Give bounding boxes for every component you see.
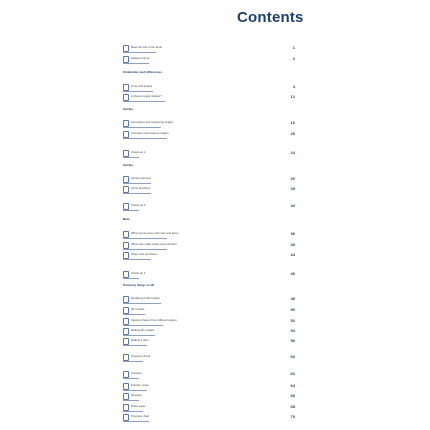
entry-underline: [123, 278, 139, 279]
toc-entry[interactable]: [123, 404, 295, 411]
toc-entry-title: What nets make cubes and cuboids?: [131, 242, 177, 246]
section-heading: Picturing things in 3D: [123, 283, 155, 287]
toc-entry-title: Check-up 2: [131, 203, 146, 207]
toc-entry[interactable]: [123, 231, 295, 238]
toc-entry[interactable]: [123, 203, 295, 210]
page-number: 16: [290, 120, 295, 125]
toc-entry-title: Lines and angles: [131, 84, 153, 88]
checkbox-icon[interactable]: [123, 338, 129, 345]
entry-underline: [123, 127, 161, 128]
entry-underline: [123, 249, 167, 250]
page-number: 2: [292, 56, 295, 61]
page-number: 50: [290, 307, 295, 312]
page-number: 1: [292, 45, 295, 50]
section-heading: Similarities and differences: [123, 70, 163, 74]
toc-entry-title: Models and 3D models: [131, 296, 160, 300]
page-number: 40: [290, 242, 295, 247]
toc-entry[interactable]: [123, 94, 295, 101]
toc-entry[interactable]: [123, 120, 295, 127]
toc-entry[interactable]: [123, 271, 295, 278]
checkbox-icon[interactable]: [123, 371, 129, 378]
checkbox-icon[interactable]: [123, 203, 129, 210]
checkbox-icon[interactable]: [123, 414, 129, 421]
toc-entry-title: Practice notes: [131, 383, 149, 387]
checkbox-icon[interactable]: [123, 242, 129, 249]
page-number: 4: [292, 84, 295, 89]
checkbox-icon[interactable]: [123, 186, 129, 193]
toc-entry[interactable]: [123, 176, 295, 183]
toc-entry-title: Is that an angle rotation?: [131, 94, 162, 98]
checkbox-icon[interactable]: [123, 45, 129, 52]
entry-underline: [123, 259, 151, 260]
toc-entry[interactable]: [123, 242, 295, 249]
toc-entry[interactable]: [123, 318, 295, 325]
entry-underline: [123, 345, 147, 346]
toc-entry[interactable]: [123, 328, 295, 335]
checkbox-icon[interactable]: [123, 84, 129, 91]
page-number: 56: [290, 338, 295, 343]
checkbox-icon[interactable]: [123, 328, 129, 335]
checkbox-icon[interactable]: [123, 404, 129, 411]
checkbox-icon[interactable]: [123, 231, 129, 238]
entry-underline: [123, 390, 147, 391]
entry-underline: [123, 193, 151, 194]
page-number: 64: [290, 383, 295, 388]
toc-entry-title: Viewing shapes from different angles: [131, 318, 177, 322]
checkbox-icon[interactable]: [123, 318, 129, 325]
checkbox-icon[interactable]: [123, 56, 129, 63]
entry-underline: [123, 314, 145, 315]
page-title: Contents: [237, 9, 304, 26]
toc-entry[interactable]: [123, 414, 295, 421]
entry-underline: [123, 303, 161, 304]
entry-underline: [123, 325, 163, 326]
page-number: 46: [290, 271, 295, 276]
toc-entry-title: Shapes and us: [131, 56, 150, 60]
toc-entry-title: Check-up 1: [131, 150, 146, 154]
page-number: 36: [290, 231, 295, 236]
page-number: 68: [290, 404, 295, 409]
toc-entry[interactable]: [123, 131, 295, 138]
entry-underline: [123, 378, 139, 379]
entry-underline: [123, 63, 149, 64]
toc-entry-title: Compare and measure angles: [131, 131, 169, 135]
checkbox-icon[interactable]: [123, 150, 129, 157]
entry-underline: [123, 421, 149, 422]
toc-entry-title: Circles and arcs: [131, 176, 152, 180]
page-number: 12: [290, 94, 295, 99]
checkbox-icon[interactable]: [123, 393, 129, 400]
checkbox-icon[interactable]: [123, 120, 129, 127]
section-heading: Circles: [123, 107, 134, 111]
page-number: 66: [290, 393, 295, 398]
toc-entry-title: Progress chart: [131, 414, 150, 418]
toc-entry[interactable]: [123, 393, 295, 400]
page-number: 54: [290, 328, 295, 333]
toc-entry-title: Glossary: [131, 393, 143, 397]
toc-entry-title: Other nets and faces: [131, 252, 157, 256]
toc-entry[interactable]: [123, 338, 295, 345]
page-number: 34: [290, 203, 295, 208]
toc-entry-title: Progress check: [131, 354, 151, 358]
toc-entry-title: Meet the star of the book: [131, 45, 162, 49]
entry-underline: [123, 361, 143, 362]
page-number: 20: [290, 131, 295, 136]
toc-entry[interactable]: [123, 56, 295, 63]
section-heading: Circles: [123, 163, 134, 167]
toc-entry[interactable]: [123, 383, 295, 390]
toc-entry-title: Making 3D models: [131, 328, 155, 332]
entry-underline: [123, 335, 155, 336]
page-number: 44: [290, 252, 295, 257]
entry-underline: [123, 238, 167, 239]
checkbox-icon[interactable]: [123, 131, 129, 138]
checkbox-icon[interactable]: [123, 252, 129, 259]
toc-entry[interactable]: [123, 252, 295, 259]
toc-entry[interactable]: [123, 186, 295, 193]
entry-underline: [123, 183, 151, 184]
entry-underline: [123, 91, 153, 92]
page-number: 26: [290, 176, 295, 181]
toc-entry[interactable]: [123, 296, 295, 303]
toc-entry-title: Circle and lines: [131, 186, 151, 190]
page-number: 62: [290, 371, 295, 376]
page-number: 29: [290, 186, 295, 191]
toc-entry[interactable]: [123, 371, 295, 378]
toc-entry[interactable]: [123, 150, 295, 157]
page-number: 52: [290, 318, 295, 323]
page-number: 48: [290, 296, 295, 301]
section-heading: Nets: [123, 217, 130, 221]
checkbox-icon[interactable]: [123, 176, 129, 183]
checkbox-icon[interactable]: [123, 307, 129, 314]
page-number: 60: [290, 354, 295, 359]
toc-entry[interactable]: [123, 45, 295, 52]
toc-entry-title: 3D models: [131, 307, 145, 311]
entry-underline: [123, 138, 167, 139]
toc-entry[interactable]: [123, 307, 295, 314]
toc-entry-title: Answers: [131, 371, 142, 375]
checkbox-icon[interactable]: [123, 296, 129, 303]
checkbox-icon[interactable]: [123, 354, 129, 361]
entry-underline: [123, 52, 156, 53]
checkbox-icon[interactable]: [123, 271, 129, 278]
toc-entry-title: Notes page: [131, 404, 146, 408]
checkbox-icon[interactable]: [123, 94, 129, 101]
page-number: 24: [290, 150, 295, 155]
entry-underline: [123, 400, 139, 401]
checkbox-icon[interactable]: [123, 383, 129, 390]
toc-entry-title: What can be done with nets and faces: [131, 231, 179, 235]
toc-entry[interactable]: [123, 84, 295, 91]
toc-entry-title: Making a plan: [131, 338, 149, 342]
entry-underline: [123, 157, 139, 158]
entry-underline: [123, 101, 165, 102]
entry-underline: [123, 210, 139, 211]
toc-entry[interactable]: [123, 354, 295, 361]
table-of-contents: [123, 0, 295, 430]
entry-underline: [123, 411, 143, 412]
toc-entry-title: Comparing and measuring angles: [131, 120, 173, 124]
page-number: 70: [290, 414, 295, 419]
toc-entry-title: Check-up 3: [131, 271, 146, 275]
